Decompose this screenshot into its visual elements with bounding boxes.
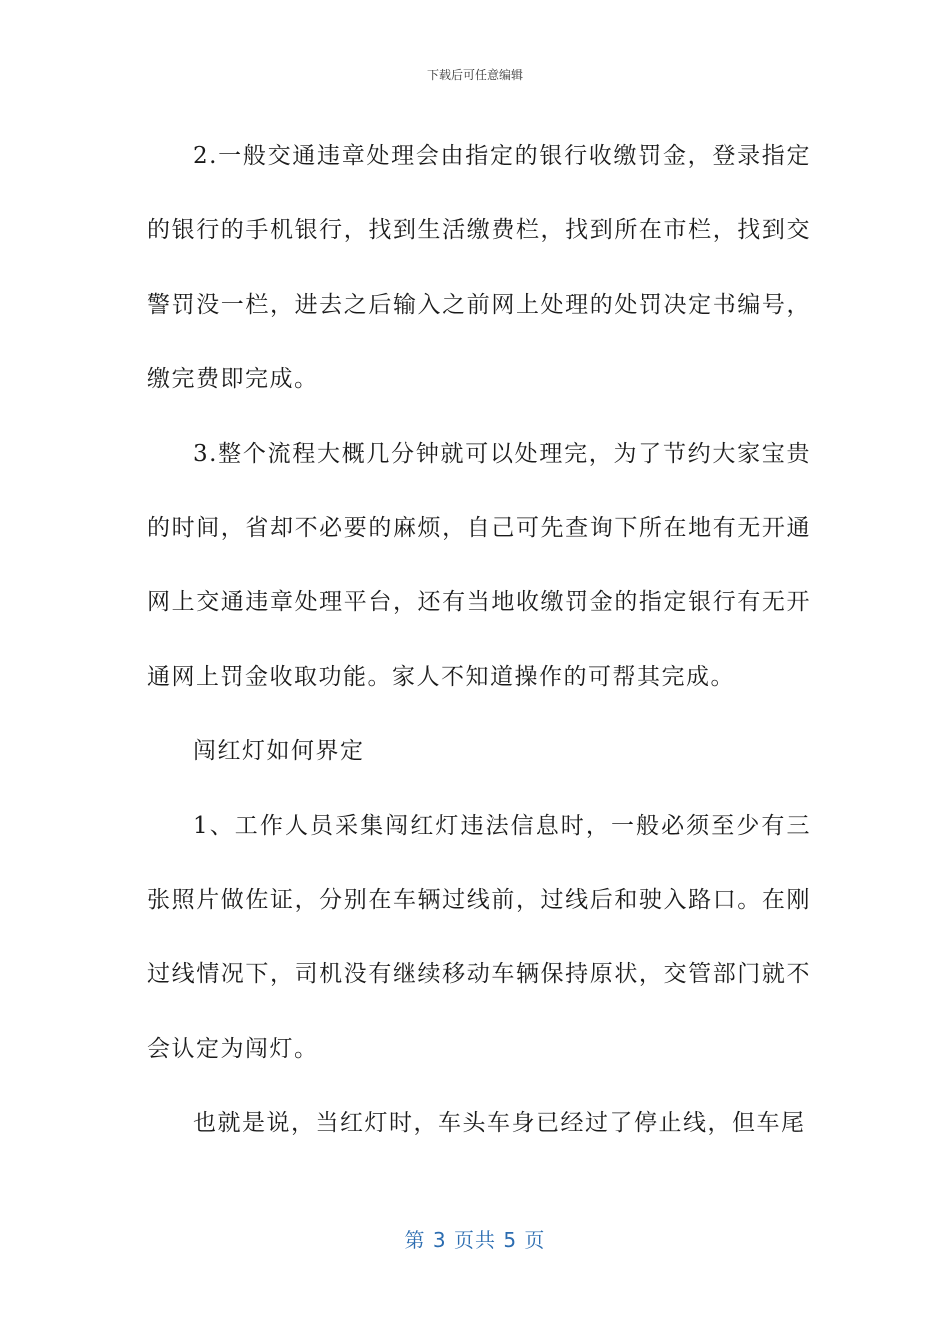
- paragraph: 3.整个流程大概几分钟就可以处理完，为了节约大家宝贵的时间，省却不必要的麻烦，自己可先查询下所在地有无开通网上交通违章处理平台，还有当地收缴罚金的指定银行有无开通网上罚金收取功能。家人不知道操作的可帮其完成。: [147, 440, 811, 690]
- paragraph: 1、工作人员采集闯红灯违法信息时，一般必须至少有三张照片做佐证，分别在车辆过线前，过线后和驶入路口。在刚过线情况下，司机没有继续移动车辆保持原状，交管部门就不会认定为闯灯。: [147, 812, 811, 1062]
- page-number: 第 3 页共 5 页: [404, 1228, 546, 1252]
- paragraph: 2.一般交通违章处理会由指定的银行收缴罚金，登录指定的银行的手机银行，找到生活缴费栏，找到所在市栏，找到交警罚没一栏，进去之后输入之前网上处理的处罚决定书编号，缴完费即完成。: [147, 143, 811, 393]
- paragraph: 也就是说，当红灯时，车头车身已经过了停止线，但车尾: [193, 1110, 806, 1137]
- section-heading: 闯红灯如何界定: [193, 738, 365, 765]
- header-note: 下载后可任意编辑: [426, 68, 523, 82]
- document-body: [147, 119, 811, 1161]
